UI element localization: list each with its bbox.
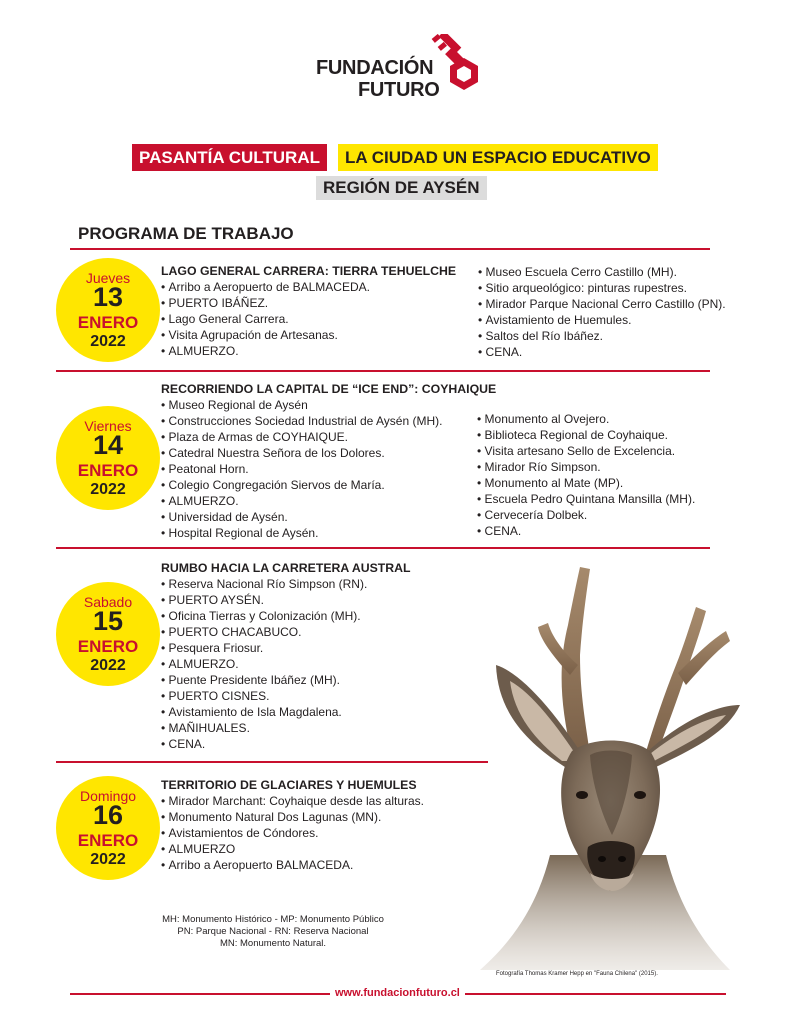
list-item: • Avistamiento de Isla Magdalena. xyxy=(161,704,367,720)
huemul-deer-photo xyxy=(440,555,760,970)
itinerary-list-day1-right xyxy=(478,264,726,360)
list-item: • Mirador Marchant: Coyhaique desde las alturas. xyxy=(161,793,424,809)
logo-text-line2: FUTURO xyxy=(358,79,440,101)
day-weekday: Jueves xyxy=(85,270,131,286)
list-item: • Sitio arqueológico: pinturas rupestres. xyxy=(478,280,726,296)
list-item: • Monumento Natural Dos Lagunas (MN). xyxy=(161,809,424,825)
list-item: • Construcciones Sociedad Industrial de Aysén (MH). xyxy=(161,413,442,429)
day-number: 15 xyxy=(92,606,124,636)
day-weekday: Sabado xyxy=(83,594,133,610)
list-item: • PUERTO CISNES. xyxy=(161,688,367,704)
day-month: ENERO xyxy=(77,637,139,656)
region-badge: REGIÓN DE AYSÉN xyxy=(316,176,487,200)
divider-top xyxy=(70,248,710,250)
section-title-day4: TERRITORIO DE GLACIARES Y HUEMULES xyxy=(161,778,417,792)
logo xyxy=(316,34,486,104)
list-item: • Lago General Carrera. xyxy=(161,311,370,327)
list-item: • PUERTO IBÁÑEZ. xyxy=(161,295,370,311)
list-item: • CENA. xyxy=(477,523,695,539)
list-item: • PUERTO AYSÉN. xyxy=(161,592,367,608)
list-item: • Museo Regional de Aysén xyxy=(161,397,442,413)
day-badge-14 xyxy=(56,406,160,510)
day-weekday: Domingo xyxy=(79,788,137,804)
list-item: • Puente Presidente Ibáñez (MH). xyxy=(161,672,367,688)
list-item: • Avistamientos de Cóndores. xyxy=(161,825,424,841)
list-item: • Colegio Congregación Siervos de María. xyxy=(161,477,442,493)
abbreviations-legend xyxy=(148,914,398,950)
logo-text-line1: FUNDACIÓN xyxy=(316,57,434,79)
list-item: • Visita artesano Sello de Excelencia. xyxy=(477,443,695,459)
day-year: 2022 xyxy=(90,851,126,868)
itinerary-list-day2-right xyxy=(477,411,695,539)
itinerary-list-day4 xyxy=(161,793,424,873)
list-item: • Museo Escuela Cerro Castillo (MH). xyxy=(478,264,726,280)
day-month: ENERO xyxy=(77,461,139,480)
itinerary-list-day3 xyxy=(161,576,367,752)
list-item: • Peatonal Horn. xyxy=(161,461,442,477)
list-item: • Oficina Tierras y Colonización (MH). xyxy=(161,608,367,624)
banner-ciudad-espacio-educativo: LA CIUDAD UN ESPACIO EDUCATIVO xyxy=(338,144,658,171)
list-item: • Monumento al Mate (MP). xyxy=(477,475,695,491)
list-item: • Universidad de Aysén. xyxy=(161,509,442,525)
day-badge-15 xyxy=(56,582,160,686)
list-item: • Monumento al Ovejero. xyxy=(477,411,695,427)
list-item: • Biblioteca Regional de Coyhaique. xyxy=(477,427,695,443)
itinerary-list-day1-left xyxy=(161,279,370,359)
list-item: • ALMUERZO. xyxy=(161,493,442,509)
section-title-day2: RECORRIENDO LA CAPITAL DE “ICE END”: COYHAIQUE xyxy=(161,382,497,396)
program-title: PROGRAMA DE TRABAJO xyxy=(78,224,294,243)
list-item: • Catedral Nuestra Señora de los Dolores. xyxy=(161,445,442,461)
list-item: • Reserva Nacional Río Simpson (RN). xyxy=(161,576,367,592)
photo-credit: Fotografía Thomas Kramer Hepp en "Fauna Chilena" (2015). xyxy=(496,971,658,977)
day-weekday: Viernes xyxy=(84,418,132,434)
list-item: • ALMUERZO. xyxy=(161,343,370,359)
list-item: • ALMUERZO xyxy=(161,841,424,857)
divider-day2 xyxy=(56,547,710,549)
day-year: 2022 xyxy=(90,657,126,674)
section-title-day1: LAGO GENERAL CARRERA: TIERRA TEHUELCHE xyxy=(161,264,457,278)
list-item: • Mirador Parque Nacional Cerro Castillo (PN). xyxy=(478,296,726,312)
list-item: • Plaza de Armas de COYHAIQUE. xyxy=(161,429,442,445)
banner-pasantia-cultural: PASANTÍA CULTURAL xyxy=(132,144,327,171)
section-title-day3: RUMBO HACIA LA CARRETERA AUSTRAL xyxy=(161,561,411,575)
list-item: • CENA. xyxy=(161,736,367,752)
list-item: • Arribo a Aeropuerto de BALMACEDA. xyxy=(161,279,370,295)
abbreviation-line: PN: Parque Nacional - RN: Reserva Nacional xyxy=(177,926,369,937)
day-year: 2022 xyxy=(90,333,126,350)
list-item: • PUERTO CHACABUCO. xyxy=(161,624,367,640)
divider-day3 xyxy=(56,761,488,763)
list-item: • Mirador Río Simpson. xyxy=(477,459,695,475)
list-item: • Cervecería Dolbek. xyxy=(477,507,695,523)
key-logo-icon xyxy=(428,34,484,100)
abbreviation-line: MN: Monumento Natural. xyxy=(219,938,327,949)
day-year: 2022 xyxy=(90,481,126,498)
list-item: • Saltos del Río Ibáñez. xyxy=(478,328,726,344)
day-number: 13 xyxy=(92,282,124,312)
list-item: • Pesquera Friosur. xyxy=(161,640,367,656)
day-number: 14 xyxy=(92,430,124,460)
list-item: • Arribo a Aeropuerto BALMACEDA. xyxy=(161,857,424,873)
abbreviation-line: MH: Monumento Histórico - MP: Monumento Público xyxy=(162,914,384,925)
list-item: • CENA. xyxy=(478,344,726,360)
day-month: ENERO xyxy=(77,313,139,332)
day-month: ENERO xyxy=(77,831,139,850)
list-item: • ALMUERZO. xyxy=(161,656,367,672)
list-item: • MAÑIHUALES. xyxy=(161,720,367,736)
divider-day1 xyxy=(56,370,710,372)
itinerary-list-day2-left xyxy=(161,397,442,541)
day-badge-13 xyxy=(56,258,160,362)
day-badge-16 xyxy=(56,776,160,880)
list-item: • Avistamiento de Huemules. xyxy=(478,312,726,328)
footer-website-link[interactable]: www.fundacionfuturo.cl xyxy=(330,985,465,1001)
day-number: 16 xyxy=(92,800,124,830)
list-item: • Escuela Pedro Quintana Mansilla (MH). xyxy=(477,491,695,507)
list-item: • Visita Agrupación de Artesanas. xyxy=(161,327,370,343)
list-item: • Hospital Regional de Aysén. xyxy=(161,525,442,541)
